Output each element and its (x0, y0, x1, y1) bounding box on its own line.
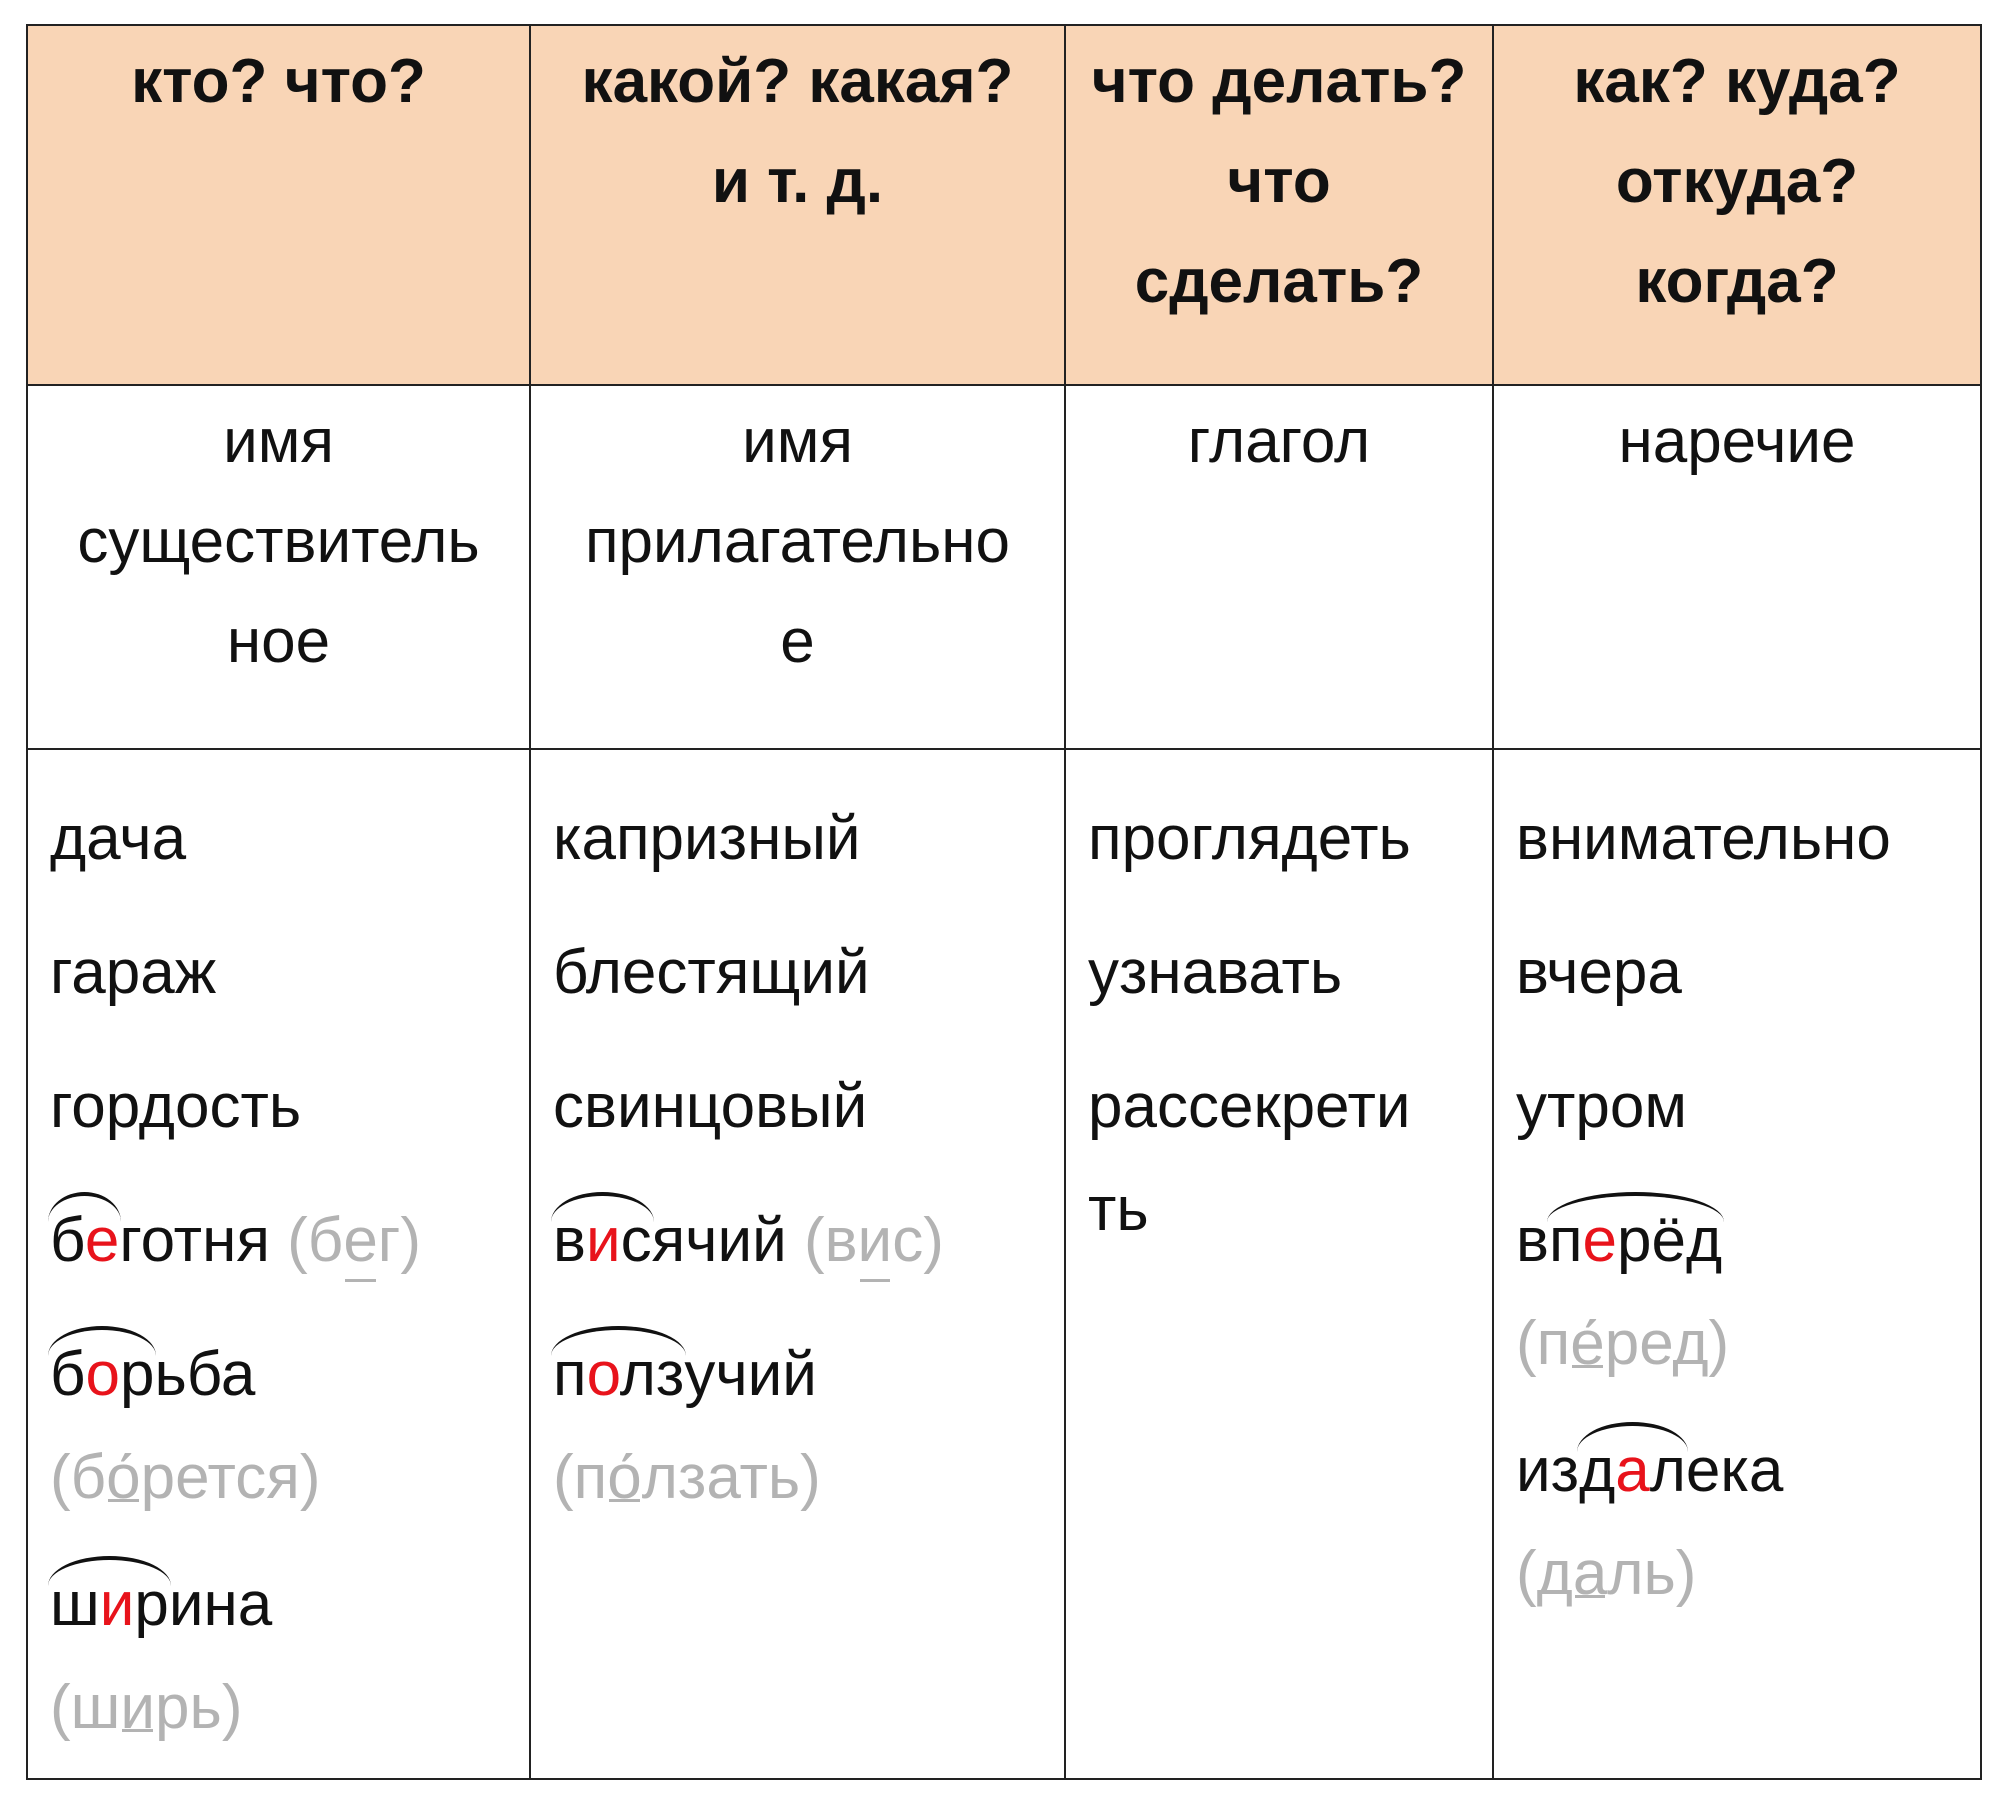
unstressed-vowel: о (586, 1340, 620, 1409)
root: полз (553, 1308, 684, 1442)
pos-text: ное (226, 607, 331, 676)
check-word: (ширь) (50, 1658, 519, 1758)
word: узнавать (1088, 938, 1343, 1007)
header-row (27, 25, 1981, 385)
unstressed-vowel: и (585, 1206, 621, 1275)
header-adverb-question (1493, 25, 1981, 385)
pos-noun-cell (27, 385, 530, 749)
underlined-vowel: и (858, 1174, 893, 1308)
root: бор (50, 1308, 154, 1442)
header-text: какой? какая? (581, 47, 1014, 116)
root: шир (50, 1538, 169, 1672)
word-with-root: висячий (вис) (553, 1174, 1054, 1308)
check-word: (бег) (287, 1206, 421, 1275)
pos-text: прилагательно (584, 507, 1011, 576)
pos-text: е (780, 607, 815, 676)
header-text: что делать? (1091, 47, 1467, 116)
underlined-vowel: о́ (607, 1428, 641, 1528)
word: свинцовый (553, 1072, 868, 1141)
header-verb-question (1065, 25, 1493, 385)
underlined-vowel: и (120, 1658, 155, 1758)
word-with-root: в перёд (1516, 1174, 1970, 1308)
pos-verb-cell (1065, 385, 1493, 749)
word: гордость (50, 1072, 302, 1141)
word: утром (1516, 1072, 1687, 1141)
header-text: и т. д. (711, 147, 884, 216)
word-with-root: из далека (1516, 1404, 1970, 1538)
word: блестящий (553, 938, 870, 1007)
adjective-examples-cell (530, 749, 1065, 1779)
check-word: (пе́ред) (1516, 1294, 1970, 1394)
underlined-vowel: е (343, 1174, 377, 1308)
spelling-table (26, 24, 1982, 1780)
word: рассекрети (1088, 1072, 1411, 1141)
examples-row (27, 749, 1981, 1779)
root: вис (553, 1174, 652, 1308)
unstressed-vowel: о (85, 1340, 120, 1409)
word: дача (50, 804, 187, 873)
part-of-speech-row (27, 385, 1981, 749)
underlined-vowel: а (1573, 1524, 1607, 1624)
word-continuation: ть (1088, 1175, 1149, 1244)
pos-text: существитель (77, 507, 480, 576)
header-text: что (1227, 147, 1331, 216)
adverb-examples-cell (1493, 749, 1981, 1779)
root: перёд (1549, 1174, 1722, 1308)
check-word: (по́лзать) (553, 1428, 1054, 1528)
unstressed-vowel: е (84, 1206, 120, 1275)
word-with-root: беготня (бег) (50, 1174, 519, 1308)
pos-text: имя (742, 407, 853, 476)
check-word: (вис) (804, 1206, 944, 1275)
pos-text: наречие (1618, 407, 1856, 476)
header-adjective-question (530, 25, 1065, 385)
noun-examples-cell (27, 749, 530, 1779)
pos-adjective-cell (530, 385, 1065, 749)
word: проглядеть (1088, 804, 1411, 873)
header-text: когда? (1635, 247, 1839, 316)
pos-text: имя (223, 407, 334, 476)
unstressed-vowel: и (99, 1570, 135, 1639)
word: вчера (1516, 938, 1682, 1007)
underlined-vowel: е́ (1570, 1294, 1604, 1394)
word: гараж (50, 938, 217, 1007)
word-with-root: ширина (50, 1538, 519, 1672)
unstressed-vowel: е (1582, 1206, 1617, 1275)
word: капризный (553, 804, 861, 873)
check-word: (бо́рется) (50, 1428, 519, 1528)
header-text: откуда? (1615, 147, 1859, 216)
check-word: (даль) (1516, 1524, 1970, 1624)
root: дал (1579, 1404, 1686, 1538)
header-text: сделать? (1134, 247, 1424, 316)
header-text: кто? что? (131, 47, 426, 116)
unstressed-vowel: а (1615, 1436, 1650, 1505)
header-text: как? куда? (1573, 47, 1901, 116)
header-noun-question (27, 25, 530, 385)
word-with-root: ползучий (553, 1308, 1054, 1442)
underlined-vowel: о́ (106, 1428, 140, 1528)
pos-adverb-cell (1493, 385, 1981, 749)
word: внимательно (1516, 804, 1891, 873)
word-with-root: борьба (50, 1308, 519, 1442)
root: бе (50, 1174, 119, 1308)
pos-text: глагол (1187, 407, 1371, 476)
verb-examples-cell (1065, 749, 1493, 1779)
